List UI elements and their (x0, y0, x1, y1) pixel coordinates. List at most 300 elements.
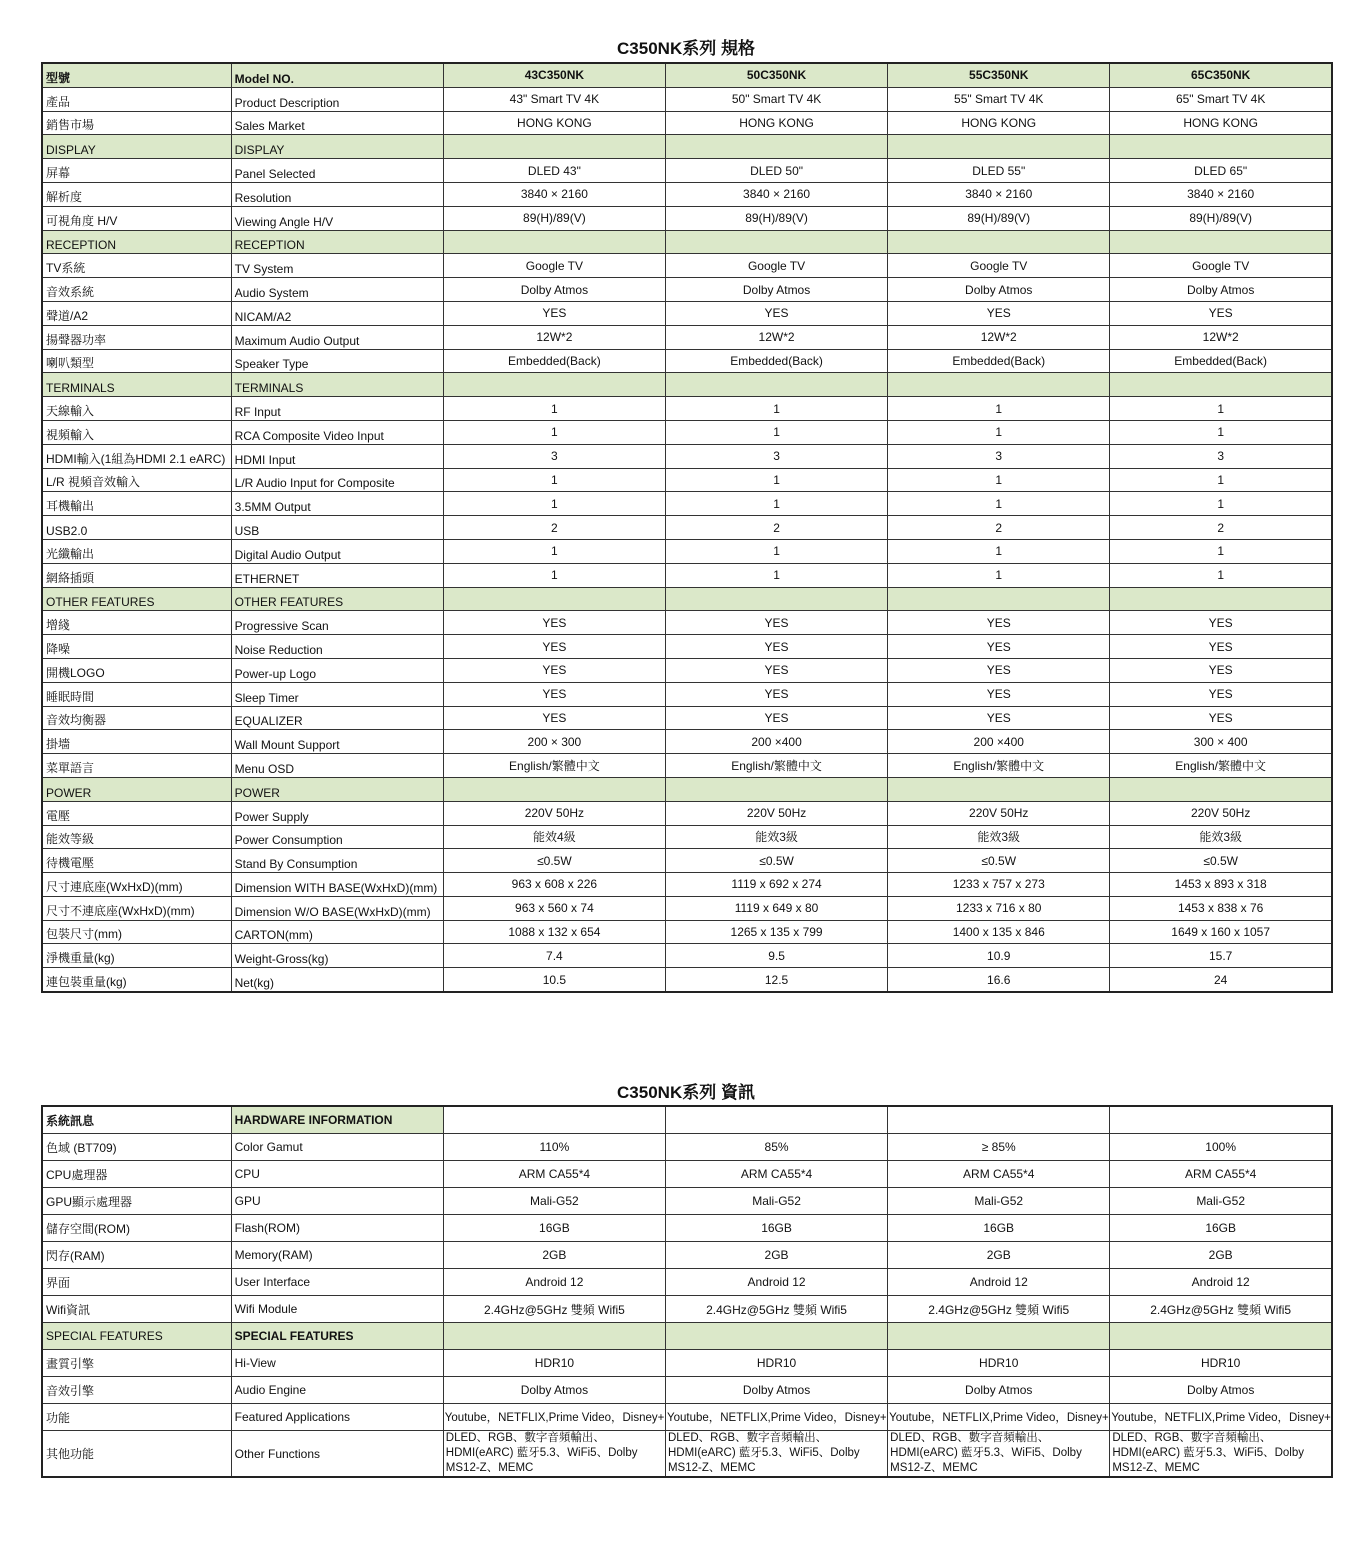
label-zh-cell: 音效系統 (42, 278, 231, 302)
value-cell: 1 (443, 397, 665, 421)
value-cell (1110, 777, 1332, 801)
spec-title: C350NK系列 規格 (617, 39, 755, 58)
value-cell: ≤0.5W (1110, 849, 1332, 873)
value-cell: Google TV (443, 254, 665, 278)
value-cell: DLED、RGB、數字音頻輸出、HDMI(eARC) 藍牙5.3、WiFi5、Dolby MS12-Z、MEMC (888, 1431, 1110, 1478)
spec-table (41, 62, 1333, 993)
value-cell: 能效3級 (1110, 825, 1332, 849)
label-en-cell: RECEPTION (231, 230, 443, 254)
label-zh-cell: 畫質引擎 (42, 1350, 231, 1377)
value-cell: YES (665, 635, 887, 659)
value-cell: 2.4GHz@5GHz 雙頻 Wifi5 (665, 1296, 887, 1323)
table-row (42, 539, 1332, 563)
value-cell: 50" Smart TV 4K (665, 87, 887, 111)
label-zh-cell: 菜單語言 (42, 754, 231, 778)
label-zh-cell: 喇叭類型 (42, 349, 231, 373)
value-cell (443, 777, 665, 801)
value-cell: 15.7 (1110, 944, 1332, 968)
label-en-cell: Other Functions (231, 1431, 443, 1478)
table-row (42, 801, 1332, 825)
value-cell: YES (1110, 706, 1332, 730)
value-cell: Android 12 (443, 1269, 665, 1296)
table-row (42, 1431, 1332, 1478)
label-en-cell: Maximum Audio Output (231, 325, 443, 349)
table-row (42, 1134, 1332, 1161)
value-cell: 2 (1110, 516, 1332, 540)
value-cell: 1233 x 757 x 273 (888, 873, 1110, 897)
value-cell: 2.4GHz@5GHz 雙頻 Wifi5 (1110, 1296, 1332, 1323)
label-zh-cell: 功能 (42, 1404, 231, 1431)
value-cell (443, 1323, 665, 1350)
value-cell (888, 587, 1110, 611)
label-zh-cell: DISPLAY (42, 135, 231, 159)
value-cell: 1 (443, 539, 665, 563)
table-row (42, 420, 1332, 444)
value-cell: YES (888, 301, 1110, 325)
label-en-cell: POWER (231, 777, 443, 801)
value-cell: YES (1110, 301, 1332, 325)
label-zh-cell: 可視角度 H/V (42, 206, 231, 230)
value-cell: Google TV (888, 254, 1110, 278)
value-cell: 89(H)/89(V) (888, 206, 1110, 230)
value-cell: 1 (665, 563, 887, 587)
value-cell: YES (665, 611, 887, 635)
label-zh-cell: SPECIAL FEATURES (42, 1323, 231, 1350)
label-zh-cell: 降噪 (42, 635, 231, 659)
value-cell: YES (1110, 635, 1332, 659)
value-cell: 300 × 400 (1110, 730, 1332, 754)
header-cell: Model NO. (231, 63, 443, 87)
label-en-cell: GPU (231, 1188, 443, 1215)
header-cell: 系統訊息 (42, 1106, 231, 1134)
value-cell: Embedded(Back) (888, 349, 1110, 373)
value-cell: 12.5 (665, 968, 887, 992)
value-cell: English/繁體中文 (443, 754, 665, 778)
label-zh-cell: POWER (42, 777, 231, 801)
value-cell: 1 (888, 539, 1110, 563)
value-cell: DLED、RGB、數字音頻輸出、HDMI(eARC) 藍牙5.3、WiFi5、Dolby MS12-Z、MEMC (443, 1431, 665, 1478)
value-cell: 10.9 (888, 944, 1110, 968)
label-en-cell: Weight-Gross(kg) (231, 944, 443, 968)
table-row (42, 444, 1332, 468)
value-cell: Android 12 (665, 1269, 887, 1296)
value-cell: 16GB (888, 1215, 1110, 1242)
value-cell: 16GB (443, 1215, 665, 1242)
value-cell: 1 (888, 420, 1110, 444)
label-en-cell: User Interface (231, 1269, 443, 1296)
table-row (42, 1377, 1332, 1404)
value-cell: YES (665, 706, 887, 730)
table-row (42, 468, 1332, 492)
table-row (42, 563, 1332, 587)
value-cell (665, 587, 887, 611)
value-cell: Mali-G52 (665, 1188, 887, 1215)
section-row (42, 777, 1332, 801)
value-cell: 43" Smart TV 4K (443, 87, 665, 111)
label-zh-cell: 音效均衡器 (42, 706, 231, 730)
value-cell (443, 135, 665, 159)
value-cell: ARM CA55*4 (888, 1161, 1110, 1188)
value-cell (888, 373, 1110, 397)
section-row (42, 587, 1332, 611)
value-cell: 1 (1110, 468, 1332, 492)
value-cell (888, 777, 1110, 801)
value-cell: 220V 50Hz (1110, 801, 1332, 825)
value-cell: Dolby Atmos (1110, 278, 1332, 302)
value-cell: HONG KONG (665, 111, 887, 135)
label-en-cell: 3.5MM Output (231, 492, 443, 516)
header-cell (665, 1106, 887, 1134)
section-row (42, 230, 1332, 254)
label-en-cell: Color Gamut (231, 1134, 443, 1161)
value-cell: DLED、RGB、數字音頻輸出、HDMI(eARC) 藍牙5.3、WiFi5、Dolby MS12-Z、MEMC (1110, 1431, 1332, 1478)
value-cell: Dolby Atmos (1110, 1377, 1332, 1404)
table-row (42, 1404, 1332, 1431)
label-en-cell: Hi-View (231, 1350, 443, 1377)
value-cell: English/繁體中文 (1110, 754, 1332, 778)
value-cell: 200 ×400 (888, 730, 1110, 754)
label-zh-cell: 待機電壓 (42, 849, 231, 873)
value-cell (443, 373, 665, 397)
value-cell: 200 × 300 (443, 730, 665, 754)
label-zh-cell: TV系統 (42, 254, 231, 278)
value-cell (888, 230, 1110, 254)
value-cell: Mali-G52 (443, 1188, 665, 1215)
value-cell: Dolby Atmos (888, 278, 1110, 302)
value-cell: 89(H)/89(V) (665, 206, 887, 230)
label-en-cell: Power Supply (231, 801, 443, 825)
value-cell: 3 (443, 444, 665, 468)
value-cell: 1119 x 692 x 274 (665, 873, 887, 897)
value-cell: 1 (1110, 539, 1332, 563)
label-zh-cell: 尺寸連底座(WxHxD)(mm) (42, 873, 231, 897)
value-cell: YES (443, 611, 665, 635)
value-cell: 65" Smart TV 4K (1110, 87, 1332, 111)
value-cell: DLED、RGB、數字音頻輸出、HDMI(eARC) 藍牙5.3、WiFi5、Dolby MS12-Z、MEMC (665, 1431, 887, 1478)
value-cell: 1233 x 716 x 80 (888, 896, 1110, 920)
value-cell: ≤0.5W (443, 849, 665, 873)
value-cell (665, 230, 887, 254)
value-cell: 1 (888, 492, 1110, 516)
value-cell (888, 135, 1110, 159)
value-cell: 能效3級 (665, 825, 887, 849)
value-cell: 220V 50Hz (888, 801, 1110, 825)
value-cell (665, 135, 887, 159)
section-row (42, 373, 1332, 397)
value-cell: Dolby Atmos (665, 1377, 887, 1404)
value-cell: 1 (1110, 397, 1332, 421)
value-cell: 9.5 (665, 944, 887, 968)
value-cell: YES (665, 658, 887, 682)
value-cell: 200 ×400 (665, 730, 887, 754)
value-cell: YES (888, 658, 1110, 682)
value-cell (1110, 230, 1332, 254)
value-cell: 55" Smart TV 4K (888, 87, 1110, 111)
table-row (42, 1242, 1332, 1269)
value-cell: 1119 x 649 x 80 (665, 896, 887, 920)
label-zh-cell: 連包裝重量(kg) (42, 968, 231, 992)
value-cell: HDR10 (665, 1350, 887, 1377)
label-en-cell: Noise Reduction (231, 635, 443, 659)
value-cell: 963 x 608 x 226 (443, 873, 665, 897)
table-row (42, 658, 1332, 682)
value-cell: 12W*2 (665, 325, 887, 349)
label-zh-cell: 掛墻 (42, 730, 231, 754)
value-cell: 110% (443, 1134, 665, 1161)
value-cell: 3840 × 2160 (443, 182, 665, 206)
label-zh-cell: 天線輸入 (42, 397, 231, 421)
value-cell: Android 12 (888, 1269, 1110, 1296)
table-row (42, 1215, 1332, 1242)
value-cell (665, 373, 887, 397)
label-en-cell: Product Description (231, 87, 443, 111)
value-cell: 能效4級 (443, 825, 665, 849)
value-cell: 3 (1110, 444, 1332, 468)
label-en-cell: Power-up Logo (231, 658, 443, 682)
label-zh-cell: 產品 (42, 87, 231, 111)
label-en-cell: Stand By Consumption (231, 849, 443, 873)
label-zh-cell: 開機LOGO (42, 658, 231, 682)
label-en-cell: Progressive Scan (231, 611, 443, 635)
value-cell: 3 (888, 444, 1110, 468)
label-en-cell: Viewing Angle H/V (231, 206, 443, 230)
table-row (42, 206, 1332, 230)
value-cell: YES (443, 706, 665, 730)
table-row (42, 1269, 1332, 1296)
label-zh-cell: OTHER FEATURES (42, 587, 231, 611)
value-cell: Youtube，NETFLIX,Prime Video，Disney+ (1110, 1404, 1332, 1431)
value-cell: Dolby Atmos (888, 1377, 1110, 1404)
table-row (42, 1296, 1332, 1323)
value-cell: YES (888, 682, 1110, 706)
table-row (42, 873, 1332, 897)
value-cell: HDR10 (1110, 1350, 1332, 1377)
label-zh-cell: 界面 (42, 1269, 231, 1296)
value-cell: 3840 × 2160 (1110, 182, 1332, 206)
table-row (42, 325, 1332, 349)
label-zh-cell: 揚聲器功率 (42, 325, 231, 349)
value-cell: Mali-G52 (1110, 1188, 1332, 1215)
table-row (42, 730, 1332, 754)
value-cell: Dolby Atmos (665, 278, 887, 302)
value-cell (443, 230, 665, 254)
value-cell: 1 (888, 563, 1110, 587)
header-cell: 型號 (42, 63, 231, 87)
table-row (42, 635, 1332, 659)
value-cell: 1400 x 135 x 846 (888, 920, 1110, 944)
value-cell: 2 (665, 516, 887, 540)
value-cell: Embedded(Back) (443, 349, 665, 373)
label-zh-cell: 屏幕 (42, 159, 231, 183)
label-en-cell: Audio Engine (231, 1377, 443, 1404)
value-cell: 16GB (665, 1215, 887, 1242)
value-cell: 2 (888, 516, 1110, 540)
value-cell: 3840 × 2160 (665, 182, 887, 206)
label-zh-cell: 耳機輸出 (42, 492, 231, 516)
label-zh-cell: 網絡插頭 (42, 563, 231, 587)
table-row (42, 301, 1332, 325)
value-cell (665, 1323, 887, 1350)
value-cell: ≤0.5W (665, 849, 887, 873)
value-cell: English/繁體中文 (665, 754, 887, 778)
table-row (42, 87, 1332, 111)
label-en-cell: RCA Composite Video Input (231, 420, 443, 444)
info-table (41, 1105, 1333, 1478)
label-en-cell: DISPLAY (231, 135, 443, 159)
label-en-cell: Wall Mount Support (231, 730, 443, 754)
header-cell: 43C350NK (443, 63, 665, 87)
value-cell: 2GB (443, 1242, 665, 1269)
value-cell: 1 (665, 492, 887, 516)
table-row (42, 849, 1332, 873)
value-cell: 1 (665, 539, 887, 563)
value-cell: HDR10 (888, 1350, 1110, 1377)
label-zh-cell: 光纖輸出 (42, 539, 231, 563)
value-cell: ARM CA55*4 (443, 1161, 665, 1188)
section-row (42, 1323, 1332, 1350)
value-cell: YES (443, 658, 665, 682)
value-cell: 1 (665, 397, 887, 421)
label-zh-cell: 色域 (BT709) (42, 1134, 231, 1161)
label-en-cell: Power Consumption (231, 825, 443, 849)
value-cell: 1088 x 132 x 654 (443, 920, 665, 944)
label-zh-cell: RECEPTION (42, 230, 231, 254)
value-cell: 1 (443, 468, 665, 492)
label-en-cell: Wifi Module (231, 1296, 443, 1323)
label-zh-cell: 聲道/A2 (42, 301, 231, 325)
value-cell: 963 x 560 x 74 (443, 896, 665, 920)
value-cell (1110, 373, 1332, 397)
label-zh-cell: 閃存(RAM) (42, 1242, 231, 1269)
label-zh-cell: 包裝尺寸(mm) (42, 920, 231, 944)
value-cell: 2.4GHz@5GHz 雙頻 Wifi5 (888, 1296, 1110, 1323)
table-row (42, 611, 1332, 635)
section-row (42, 135, 1332, 159)
label-en-cell: Memory(RAM) (231, 1242, 443, 1269)
label-en-cell: ETHERNET (231, 563, 443, 587)
table-row (42, 1350, 1332, 1377)
value-cell: 7.4 (443, 944, 665, 968)
label-zh-cell: HDMI輸入(1組為HDMI 2.1 eARC) (42, 444, 231, 468)
value-cell: Youtube，NETFLIX,Prime Video，Disney+ (665, 1404, 887, 1431)
header-cell: HARDWARE INFORMATION (231, 1106, 443, 1134)
table-row (42, 825, 1332, 849)
value-cell: YES (1110, 611, 1332, 635)
header-cell (443, 1106, 665, 1134)
value-cell: 12W*2 (888, 325, 1110, 349)
table-row (42, 920, 1332, 944)
label-en-cell: Dimension WITH BASE(WxHxD)(mm) (231, 873, 443, 897)
label-en-cell: RF Input (231, 397, 443, 421)
label-zh-cell: 其他功能 (42, 1431, 231, 1478)
label-zh-cell: 銷售市場 (42, 111, 231, 135)
label-en-cell: Net(kg) (231, 968, 443, 992)
value-cell: 1 (443, 563, 665, 587)
value-cell: YES (1110, 658, 1332, 682)
value-cell: YES (443, 682, 665, 706)
table-row (42, 896, 1332, 920)
value-cell: YES (1110, 682, 1332, 706)
value-cell: 3 (665, 444, 887, 468)
value-cell: Google TV (1110, 254, 1332, 278)
label-en-cell: NICAM/A2 (231, 301, 443, 325)
label-en-cell: USB (231, 516, 443, 540)
value-cell: Dolby Atmos (443, 278, 665, 302)
value-cell: 89(H)/89(V) (1110, 206, 1332, 230)
info-title: C350NK系列 資訊 (617, 1083, 755, 1102)
value-cell: Android 12 (1110, 1269, 1332, 1296)
value-cell (665, 777, 887, 801)
header-cell (1110, 1106, 1332, 1134)
value-cell: 2GB (888, 1242, 1110, 1269)
value-cell: YES (665, 682, 887, 706)
value-cell: YES (443, 301, 665, 325)
value-cell: YES (888, 706, 1110, 730)
table-row (42, 278, 1332, 302)
value-cell: 1 (1110, 492, 1332, 516)
value-cell: 89(H)/89(V) (443, 206, 665, 230)
label-zh-cell: 儲存空間(ROM) (42, 1215, 231, 1242)
table-row (42, 1161, 1332, 1188)
value-cell: 2GB (1110, 1242, 1332, 1269)
label-zh-cell: 視頻輸入 (42, 420, 231, 444)
label-en-cell: Resolution (231, 182, 443, 206)
label-zh-cell: GPU顯示處理器 (42, 1188, 231, 1215)
label-en-cell: Audio System (231, 278, 443, 302)
value-cell: Youtube，NETFLIX,Prime Video，Disney+ (443, 1404, 665, 1431)
value-cell: 10.5 (443, 968, 665, 992)
value-cell: ARM CA55*4 (665, 1161, 887, 1188)
label-en-cell: Featured Applications (231, 1404, 443, 1431)
label-zh-cell: 解析度 (42, 182, 231, 206)
value-cell: 85% (665, 1134, 887, 1161)
label-en-cell: Sleep Timer (231, 682, 443, 706)
label-en-cell: TV System (231, 254, 443, 278)
label-en-cell: Flash(ROM) (231, 1215, 443, 1242)
value-cell: ARM CA55*4 (1110, 1161, 1332, 1188)
value-cell: 1649 x 160 x 1057 (1110, 920, 1332, 944)
value-cell: HONG KONG (1110, 111, 1332, 135)
value-cell: Embedded(Back) (665, 349, 887, 373)
value-cell: 1 (443, 492, 665, 516)
value-cell (443, 587, 665, 611)
value-cell (1110, 135, 1332, 159)
label-en-cell: L/R Audio Input for Composite (231, 468, 443, 492)
label-en-cell: SPECIAL FEATURES (231, 1323, 443, 1350)
label-en-cell: CPU (231, 1161, 443, 1188)
value-cell: 1 (1110, 563, 1332, 587)
value-cell: YES (888, 635, 1110, 659)
label-zh-cell: 增綫 (42, 611, 231, 635)
value-cell: 12W*2 (443, 325, 665, 349)
value-cell: 220V 50Hz (443, 801, 665, 825)
value-cell: 3840 × 2160 (888, 182, 1110, 206)
label-en-cell: Digital Audio Output (231, 539, 443, 563)
table-row (42, 968, 1332, 992)
value-cell: 1453 x 893 x 318 (1110, 873, 1332, 897)
value-cell: 1453 x 838 x 76 (1110, 896, 1332, 920)
table-row (42, 706, 1332, 730)
value-cell: Dolby Atmos (443, 1377, 665, 1404)
value-cell: 16GB (1110, 1215, 1332, 1242)
value-cell: 24 (1110, 968, 1332, 992)
label-zh-cell: CPU處理器 (42, 1161, 231, 1188)
value-cell: 能效3級 (888, 825, 1110, 849)
value-cell: 100% (1110, 1134, 1332, 1161)
header-row (42, 63, 1332, 87)
value-cell: HONG KONG (443, 111, 665, 135)
header-cell (888, 1106, 1110, 1134)
